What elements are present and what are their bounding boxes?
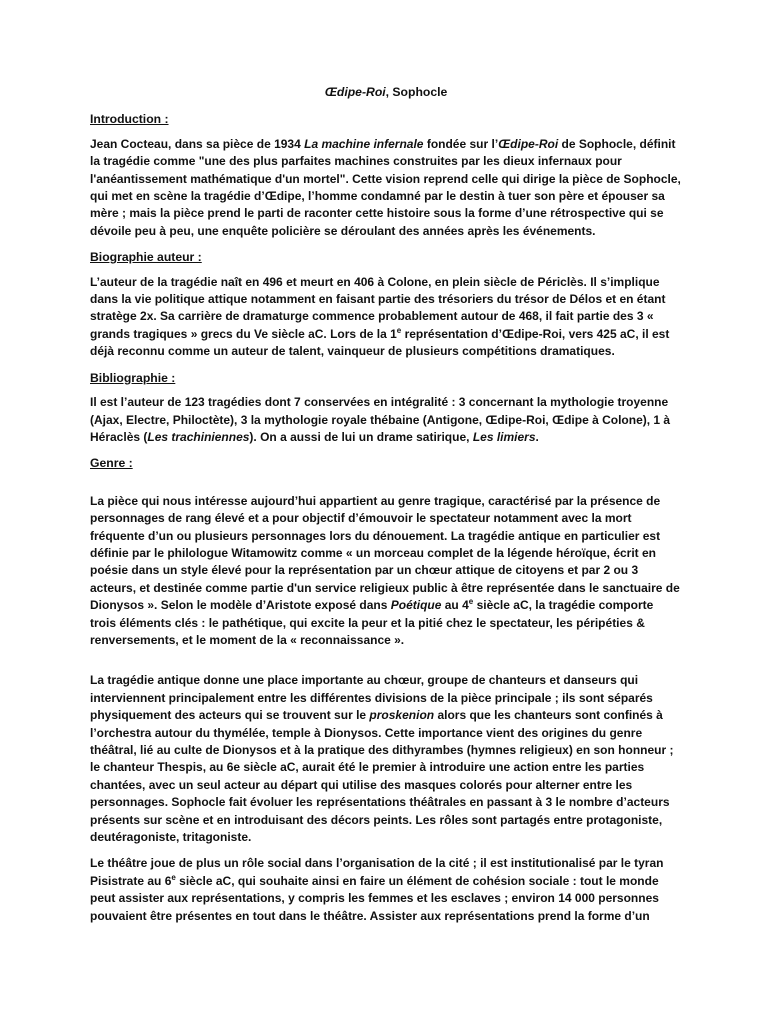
superscript: e [396, 325, 402, 335]
spacer [90, 480, 682, 493]
bibliographie-paragraph [90, 394, 682, 446]
text-run: Le théâtre joue de plus un rôle social dans l’organisation de la cité ; il est institutionalisé par le tyran Pisistrate au 6 [90, 856, 664, 888]
text-run: au 4 [441, 598, 469, 613]
text-run: ). On a aussi de lui un drame satirique, [249, 429, 473, 444]
spacer [90, 658, 682, 672]
document-title [90, 84, 682, 101]
text-run: siècle aC, qui souhaite ainsi en faire un élément de cohésion sociale : tout le monde peut assister aux représentations, y compris les femmes et les esclaves ; environ 14 000 personnes pouvaient être présentes en tout dans le théâtre. Assister aux représentations prend la forme d’un [90, 873, 659, 923]
text-run: La tragédie antique donne une place importante au chœur, groupe de chanteurs et danseurs qui interviennent principalement entre les différentes divisions de la pièce principale ; ils sont séparés physiquement des acteurs qui se trouvent sur le [90, 673, 653, 723]
section-heading-introduction: Introduction : [90, 112, 169, 127]
superscript: e [468, 597, 474, 607]
text-run: L’auteur de la tragédie naît en 496 et meurt en 406 à Colone, en plein siècle de Périclès. Il s’implique dans la vie politique attique notamment en faisant partie des trésoriers du trésor de Délos et en étant stratège 2x. Sa carrière de dramaturge commence probablement autour de 468, il fait partie des 3 « grands tragiques » grecs du Ve siècle aC. Lors de la 1 [90, 274, 666, 341]
text-run-italic: proskenion [369, 708, 435, 723]
text-run: . [535, 429, 539, 444]
biographie-paragraph [90, 274, 682, 361]
title-rest: , Sophocle [385, 85, 448, 99]
genre-paragraph-2 [90, 672, 682, 846]
text-run: Jean Cocteau, dans sa pièce de 1934 [90, 136, 305, 151]
genre-paragraph-3 [90, 855, 682, 925]
section-heading-bibliographie: Bibliographie : [90, 370, 176, 385]
introduction-paragraph [90, 136, 682, 240]
section-heading-genre: Genre : [90, 456, 133, 471]
text-run: fondée sur l’ [423, 136, 499, 151]
superscript: e [171, 872, 176, 882]
title-italic: Œdipe-Roi [324, 85, 386, 99]
genre-paragraph-1 [90, 493, 682, 650]
section-heading-biographie: Biographie auteur : [90, 250, 202, 265]
document-page [90, 84, 682, 934]
text-run: alors que les chanteurs sont confinés à l’orchestra autour du thymélée, temple à Dionysos. Cette importance vient des origines du genre théâtral, lié au culte de Dionysos et à la pratique des dithyrambes (hymnes religieux) en son honneur ; le chanteur Thespis, au 6e siècle aC, aurait été le premier à introduire une action entre les parties chantées, avec un seul acteur au départ qui utilise des masques colorés pour alterner entre les personnages. Sophocle fait évoluer les représentations théâtrales en passant à 3 le nombre d’acteurs présents sur scène et en introduisant des décors peints. Les rôles sont partagés entre protagoniste, deutéragoniste, tritagoniste. [90, 708, 674, 845]
text-run: siècle aC, la tragédie comporte trois éléments clés : le pathétique, qui excite la peur et la pitié chez le spectateur, les péripéties & renversements, et le moment de la « reconnaissance ». [90, 598, 654, 647]
text-run-italic: Les trachiniennes [147, 429, 250, 444]
text-run-italic: Œdipe-Roi [498, 136, 559, 151]
text-run-italic: Les limiers [472, 429, 536, 444]
text-run: La pièce qui nous intéresse aujourd’hui appartient au genre tragique, caractérisé par la présence de personnages de rang élevé et a pour objectif d’émouvoir le spectateur notamment avec la mort fréquente d’un ou plusieurs personnages lors du dénouement. La tragédie antique en particulier est définie par le philologue Witamowitz comme « un morceau complet de la légende héroïque, écrit en poésie dans un style élevé pour la représentation par un chœur attique de citoyens et par 2 ou 3 acteurs, et destinée comme partie d'un service religieux public à être représentée dans le sanctuaire de Dionysos ». Selon le modèle d’Aristote exposé dans [90, 493, 680, 613]
text-run: Il est l’auteur de 123 tragédies dont 7 conservées en intégralité : 3 concernant la mythologie troyenne (Ajax, Electre, Philoctète), 3 la mythologie royale thébaine (Antigone, Œdipe-Roi, Œdipe à Colone), 1 à Héraclès ( [90, 395, 671, 444]
text-run: représentation d’Œdipe-Roi, vers 425 aC, il est déjà reconnu comme un auteur de talent, vainqueur de plusieurs compétitions dramatiques. [90, 326, 670, 359]
text-run-italic: Poétique [390, 598, 442, 613]
text-run: de Sophocle, définit la tragédie comme "une des plus parfaites machines construites par les dieux infernaux pour l'anéantissement mathématique d'un mortel". Cette vision reprend celle qui dirige la pièce de Sophocle, qui met en scène la tragédie d’Œdipe, l’homme condamné par le destin à tuer son père et épouser sa mère ; mais la pièce prend le parti de raconter cette histoire sous la forme d’une rétrospective qui se dévoile peu à peu, une enquête policière se déroulant des années après les événements. [90, 136, 681, 238]
text-run-italic: La machine infernale [304, 136, 424, 151]
